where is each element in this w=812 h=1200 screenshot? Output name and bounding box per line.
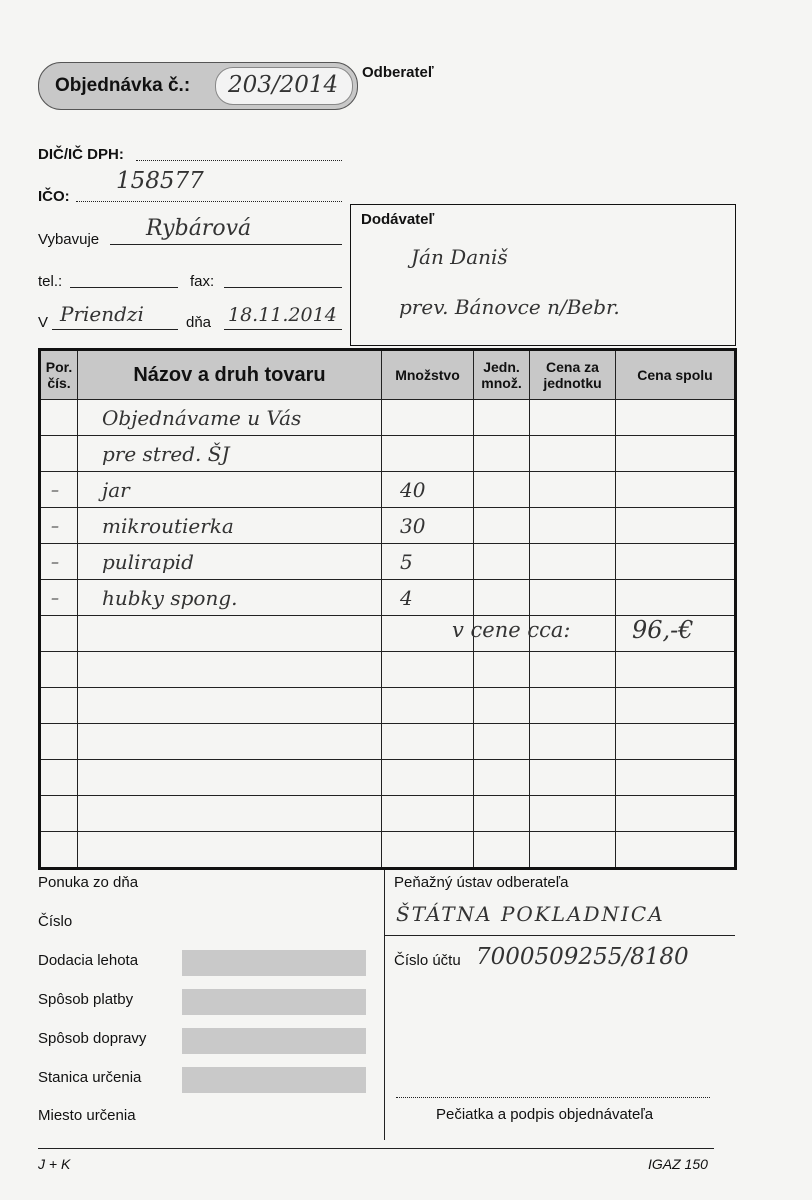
row-total-cell[interactable] bbox=[616, 544, 736, 580]
row-num-value bbox=[41, 624, 51, 643]
signature-label: Pečiatka a podpis objednávateľa bbox=[436, 1106, 654, 1123]
row-num-value: – bbox=[51, 515, 59, 535]
table-row bbox=[40, 832, 736, 869]
row-name-cell[interactable] bbox=[78, 760, 382, 796]
row-name-cell[interactable] bbox=[78, 436, 382, 472]
table-row bbox=[40, 508, 736, 544]
row-num-value: – bbox=[51, 479, 59, 499]
issued-by-field[interactable] bbox=[110, 244, 342, 245]
row-unit-price-cell[interactable] bbox=[530, 652, 616, 688]
offer-label: Ponuka zo dňa bbox=[38, 874, 139, 891]
row-unit-cell[interactable] bbox=[474, 400, 530, 436]
row-num-value bbox=[41, 660, 51, 679]
row-unit-cell[interactable] bbox=[474, 580, 530, 616]
row-name-cell[interactable] bbox=[78, 832, 382, 869]
place-label: V bbox=[38, 314, 49, 331]
table-row bbox=[40, 400, 736, 436]
row-unit-price-cell[interactable] bbox=[530, 508, 616, 544]
row-num-value bbox=[41, 696, 51, 715]
row-qty-value: 4 bbox=[400, 585, 413, 610]
bank-label: Peňažný ústav odberateľa bbox=[394, 874, 569, 891]
table-row bbox=[40, 796, 736, 832]
date-value: 18.11.2014 bbox=[228, 304, 337, 326]
ico-field[interactable] bbox=[76, 201, 342, 202]
header-num: Por. čís. bbox=[40, 350, 78, 400]
row-qty-cell[interactable] bbox=[382, 436, 474, 472]
row-num-value: – bbox=[51, 587, 59, 607]
row-total-cell[interactable] bbox=[616, 472, 736, 508]
row-qty-value: 5 bbox=[400, 549, 413, 574]
row-unit-cell[interactable] bbox=[474, 688, 530, 724]
header-unit-price: Cena za jednotku bbox=[530, 350, 616, 400]
row-qty-cell[interactable] bbox=[382, 472, 474, 508]
table-row bbox=[40, 724, 736, 760]
delivery-term-field[interactable] bbox=[182, 950, 366, 976]
delivery-term-label: Dodacia lehota bbox=[38, 952, 139, 969]
row-name-value: pre stred. ŠJ bbox=[102, 441, 230, 466]
row-num-cell[interactable] bbox=[40, 688, 78, 724]
row-name-cell[interactable] bbox=[78, 508, 382, 544]
row-unit-price-cell[interactable] bbox=[530, 832, 616, 869]
row-total-cell[interactable] bbox=[616, 580, 736, 616]
order-label: Objednávka č.: bbox=[55, 75, 191, 96]
table-row bbox=[40, 472, 736, 508]
row-name-value bbox=[78, 730, 102, 754]
row-name-value: mikroutierka bbox=[102, 513, 234, 538]
row-name-value bbox=[78, 694, 102, 718]
row-name-value bbox=[78, 622, 102, 646]
row-name-value: hubky spong. bbox=[102, 585, 238, 610]
place-field[interactable] bbox=[52, 329, 178, 330]
order-number-pill bbox=[38, 62, 358, 110]
bank-value: ŠTÁTNA POKLADNICA bbox=[396, 902, 665, 926]
ico-label: IČO: bbox=[38, 188, 70, 205]
payment-label: Spôsob platby bbox=[38, 991, 134, 1008]
row-qty-value bbox=[382, 694, 400, 718]
row-num-value bbox=[41, 768, 51, 787]
row-qty-value bbox=[382, 838, 400, 862]
supplier-label: Dodávateľ bbox=[361, 211, 435, 228]
row-unit-price-cell[interactable] bbox=[530, 472, 616, 508]
table-row bbox=[40, 760, 736, 796]
row-num-value bbox=[41, 804, 51, 823]
supplier-name: Ján Daniš bbox=[411, 245, 508, 269]
row-num-cell[interactable] bbox=[40, 472, 78, 508]
footer-right: IGAZ 150 bbox=[648, 1156, 708, 1172]
row-total-cell[interactable] bbox=[616, 832, 736, 869]
ico-value: 158577 bbox=[116, 168, 204, 194]
bottom-divider bbox=[384, 870, 385, 1140]
row-name-value: pulirapid bbox=[102, 549, 194, 574]
row-num-value bbox=[41, 840, 51, 859]
table-row bbox=[40, 436, 736, 472]
row-name-cell[interactable] bbox=[78, 616, 382, 652]
row-unit-price-cell[interactable] bbox=[530, 724, 616, 760]
station-field[interactable] bbox=[182, 1067, 366, 1093]
row-num-value: – bbox=[51, 551, 59, 571]
row-qty-value bbox=[382, 766, 400, 790]
bank-underline bbox=[385, 935, 735, 936]
row-num-value bbox=[41, 732, 51, 751]
row-num-cell[interactable] bbox=[40, 652, 78, 688]
number-label: Číslo bbox=[38, 913, 73, 930]
payment-field[interactable] bbox=[182, 989, 366, 1015]
buyer-label: Odberateľ bbox=[362, 64, 434, 81]
row-qty-cell[interactable] bbox=[382, 796, 474, 832]
place-value: Priendzi bbox=[60, 302, 144, 326]
row-qty-cell[interactable] bbox=[382, 832, 474, 869]
issued-by-value: Rybárová bbox=[146, 216, 252, 241]
row-unit-price-cell[interactable] bbox=[530, 580, 616, 616]
row-qty-value: 30 bbox=[400, 513, 426, 538]
row-total-cell[interactable] bbox=[616, 796, 736, 832]
header-unit: Jedn. množ. bbox=[474, 350, 530, 400]
row-num-cell[interactable] bbox=[40, 796, 78, 832]
row-qty-value bbox=[382, 658, 400, 682]
row-name-cell[interactable] bbox=[78, 580, 382, 616]
price-value: 96,-€ bbox=[632, 616, 694, 644]
supplier-address: prev. Bánovce n/Bebr. bbox=[399, 295, 620, 319]
row-unit-price-cell[interactable] bbox=[530, 544, 616, 580]
row-qty-cell[interactable] bbox=[382, 400, 474, 436]
dic-field[interactable] bbox=[136, 160, 342, 161]
date-field[interactable] bbox=[224, 329, 342, 330]
row-qty-cell[interactable] bbox=[382, 760, 474, 796]
tel-label: tel.: bbox=[38, 273, 63, 290]
row-unit-price-cell[interactable] bbox=[530, 796, 616, 832]
row-qty-cell[interactable] bbox=[382, 580, 474, 616]
transport-label: Spôsob dopravy bbox=[38, 1030, 147, 1047]
order-number-value: 203/2014 bbox=[228, 72, 339, 98]
row-num-cell[interactable] bbox=[40, 616, 78, 652]
row-qty-cell[interactable] bbox=[382, 508, 474, 544]
footer-rule bbox=[38, 1148, 714, 1149]
row-name-value: Objednávame u Vás bbox=[102, 405, 302, 430]
row-unit-cell[interactable] bbox=[474, 832, 530, 869]
row-num-cell[interactable] bbox=[40, 436, 78, 472]
row-num-cell[interactable] bbox=[40, 508, 78, 544]
row-num-cell[interactable] bbox=[40, 832, 78, 869]
row-num-cell[interactable] bbox=[40, 724, 78, 760]
row-name-value bbox=[78, 766, 102, 790]
row-name-cell[interactable] bbox=[78, 472, 382, 508]
row-qty-value bbox=[382, 406, 400, 430]
row-total-cell[interactable] bbox=[616, 724, 736, 760]
row-unit-cell[interactable] bbox=[474, 796, 530, 832]
fax-label: fax: bbox=[190, 273, 215, 290]
table-row bbox=[40, 688, 736, 724]
row-unit-price-cell[interactable] bbox=[530, 760, 616, 796]
row-num-value bbox=[41, 408, 51, 427]
row-num-cell[interactable] bbox=[40, 544, 78, 580]
row-name-cell[interactable] bbox=[78, 688, 382, 724]
row-num-value bbox=[41, 444, 51, 463]
row-unit-cell[interactable] bbox=[474, 544, 530, 580]
footer-left: J + K bbox=[38, 1156, 71, 1172]
row-num-cell[interactable] bbox=[40, 580, 78, 616]
row-qty-cell[interactable] bbox=[382, 544, 474, 580]
row-name-cell[interactable] bbox=[78, 652, 382, 688]
row-total-cell[interactable] bbox=[616, 400, 736, 436]
row-unit-cell[interactable] bbox=[474, 760, 530, 796]
row-total-cell[interactable] bbox=[616, 760, 736, 796]
row-name-value bbox=[78, 838, 102, 862]
row-qty-cell[interactable] bbox=[382, 724, 474, 760]
row-num-cell[interactable] bbox=[40, 400, 78, 436]
tel-field[interactable] bbox=[70, 287, 178, 288]
table-row bbox=[40, 652, 736, 688]
row-qty-value: 40 bbox=[400, 477, 426, 502]
row-name-cell[interactable] bbox=[78, 400, 382, 436]
row-name-cell[interactable] bbox=[78, 544, 382, 580]
row-unit-price-cell[interactable] bbox=[530, 688, 616, 724]
fax-field[interactable] bbox=[224, 287, 342, 288]
account-label: Číslo účtu bbox=[394, 952, 461, 969]
account-value: 7000509255/8180 bbox=[476, 944, 689, 970]
row-unit-cell[interactable] bbox=[474, 508, 530, 544]
row-unit-price-cell[interactable] bbox=[530, 400, 616, 436]
order-number-field[interactable] bbox=[215, 67, 353, 105]
dic-label: DIČ/IČ DPH: bbox=[38, 146, 124, 163]
row-total-cell[interactable] bbox=[616, 508, 736, 544]
row-name-cell[interactable] bbox=[78, 796, 382, 832]
row-unit-cell[interactable] bbox=[474, 724, 530, 760]
row-name-cell[interactable] bbox=[78, 724, 382, 760]
table-row bbox=[40, 544, 736, 580]
row-qty-value bbox=[382, 442, 400, 466]
order-items-table bbox=[38, 348, 737, 870]
row-num-cell[interactable] bbox=[40, 760, 78, 796]
row-unit-price-cell[interactable] bbox=[530, 436, 616, 472]
row-total-cell[interactable] bbox=[616, 436, 736, 472]
row-unit-cell[interactable] bbox=[474, 436, 530, 472]
row-name-value bbox=[78, 658, 102, 682]
row-qty-value bbox=[382, 730, 400, 754]
header-total: Cena spolu bbox=[616, 350, 736, 400]
station-label: Stanica určenia bbox=[38, 1069, 142, 1086]
issued-by-label: Vybavuje bbox=[38, 231, 100, 248]
header-name: Názov a druh tovaru bbox=[78, 350, 382, 400]
table-row bbox=[40, 580, 736, 616]
header-qty: Množstvo bbox=[382, 350, 474, 400]
date-label: dňa bbox=[186, 314, 212, 331]
row-qty-cell[interactable] bbox=[382, 688, 474, 724]
signature-line[interactable] bbox=[396, 1097, 710, 1098]
row-total-cell[interactable] bbox=[616, 688, 736, 724]
row-name-value: jar bbox=[102, 477, 130, 502]
destination-label: Miesto určenia bbox=[38, 1107, 136, 1124]
row-qty-value bbox=[382, 622, 400, 646]
row-unit-cell[interactable] bbox=[474, 652, 530, 688]
supplier-box bbox=[350, 204, 736, 346]
row-qty-cell[interactable] bbox=[382, 652, 474, 688]
row-unit-cell[interactable] bbox=[474, 472, 530, 508]
row-qty-value bbox=[382, 802, 400, 826]
transport-field[interactable] bbox=[182, 1028, 366, 1054]
row-name-value bbox=[78, 802, 102, 826]
row-total-cell[interactable] bbox=[616, 652, 736, 688]
price-note: v cene cca: bbox=[452, 618, 571, 642]
